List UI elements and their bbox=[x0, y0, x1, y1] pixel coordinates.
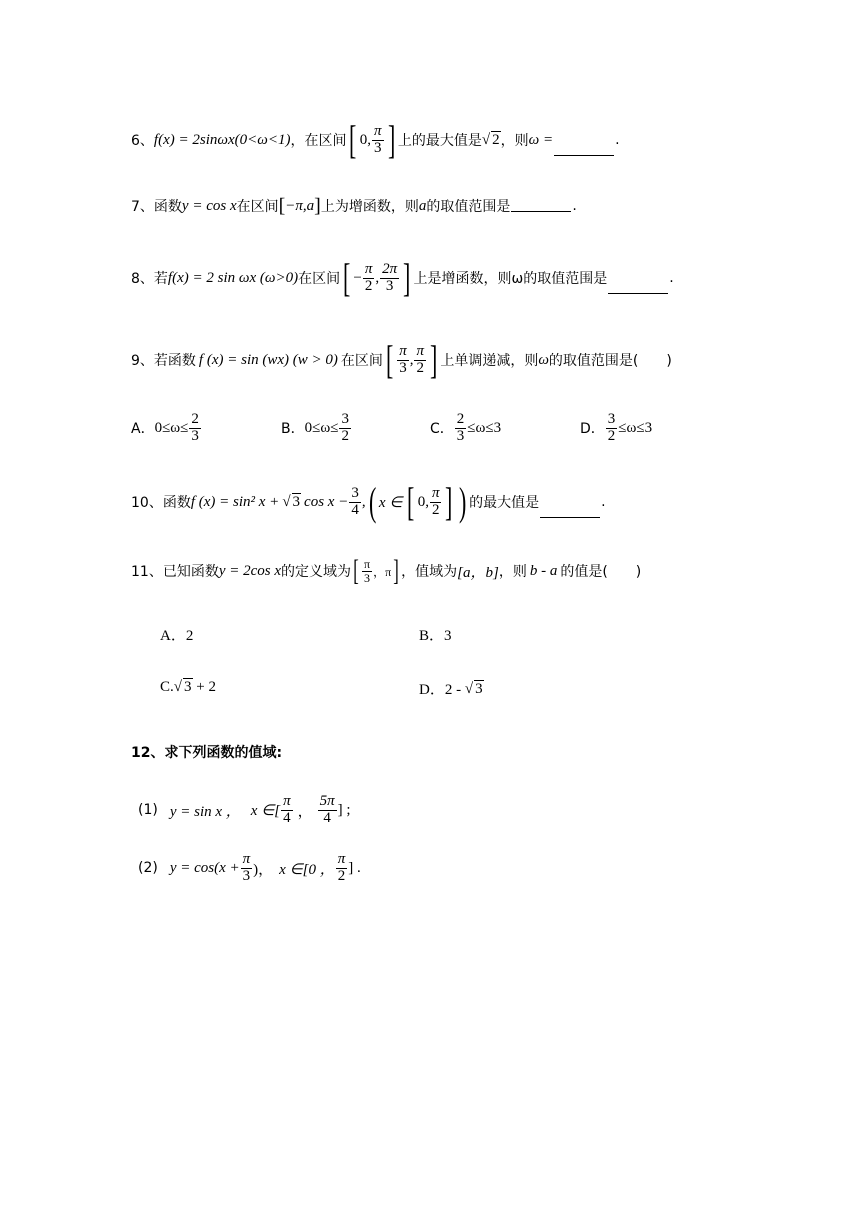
q7-text-4: 的取值范围是 bbox=[426, 199, 511, 215]
q8-function: f(x) = 2 sin ωx (ω>0) bbox=[167, 269, 299, 286]
q9-option-d-post: ≤ω≤3 bbox=[618, 419, 653, 436]
q6-right-bracket: ] bbox=[387, 117, 395, 162]
question-12-part-1 bbox=[138, 794, 351, 827]
q8-fraction-a: $\frac{\pi}{2}$ bbox=[364, 260, 373, 294]
q10-fraction: $\frac{3}{4}$ bbox=[351, 484, 359, 518]
q12-p1-sep: ， bbox=[297, 803, 313, 820]
q11-right-bracket: ] bbox=[393, 554, 399, 587]
q11-expression: b - a bbox=[529, 562, 558, 579]
q11-domain-rest: ，π bbox=[373, 564, 392, 579]
q10-end: . bbox=[601, 494, 606, 510]
q9-option-a-fraction: $\frac{2}{3}$ bbox=[191, 411, 199, 444]
q10-sqrt: √ 3 bbox=[282, 494, 301, 510]
q9-number: 9、若函数 bbox=[131, 353, 196, 369]
q11-option-a-label: A．2 bbox=[160, 628, 194, 644]
q12-p2-function-b: )， bbox=[253, 861, 274, 878]
q9-option-d-fraction: $\frac{3}{2}$ bbox=[607, 411, 616, 444]
q9-option-a-label: A． bbox=[131, 421, 155, 438]
q11-number: 11、已知函数 bbox=[131, 564, 219, 580]
q11-option-d-sqrt: √ 3 bbox=[464, 680, 483, 697]
q8-answer-blank[interactable] bbox=[608, 292, 668, 294]
q11-option-c-sqrt: √ 3 bbox=[173, 679, 192, 695]
q6-function: f(x) = 2sinωx(0<ω<1) bbox=[153, 131, 291, 148]
q7-answer-blank[interactable] bbox=[511, 210, 571, 212]
q6-left-bracket: [ bbox=[349, 117, 357, 162]
q6-omega: ω = bbox=[528, 131, 554, 148]
q8-left-bracket: [ bbox=[343, 255, 351, 300]
q12-p1-fraction-a: $\frac{\pi}{4}$ bbox=[283, 793, 291, 826]
q10-number: 10、函数 bbox=[131, 495, 191, 511]
q7-left-bracket: [ bbox=[278, 195, 286, 217]
q11-option-d[interactable] bbox=[419, 678, 484, 699]
q10-comma: , bbox=[361, 493, 366, 510]
q11-option-c-post: + 2 bbox=[192, 678, 216, 695]
q12-p1-end: ] ; bbox=[337, 801, 351, 818]
q10-interval-fraction: $\frac{\pi}{2}$ bbox=[431, 484, 440, 518]
q11-text-1: 的定义域为 bbox=[281, 564, 352, 580]
q11-text-2: ，值域为 bbox=[401, 564, 458, 580]
q11-function: y = 2cos x bbox=[218, 562, 282, 579]
q10-right-paren: ) bbox=[458, 479, 467, 524]
q11-option-a[interactable] bbox=[160, 624, 193, 645]
q9-option-a[interactable] bbox=[131, 412, 202, 445]
q11-range: [a，b] bbox=[457, 564, 499, 581]
q8-text-2: 上是增函数，则ω的取值范围是 bbox=[413, 271, 608, 287]
q10-left-paren: ( bbox=[368, 479, 376, 524]
q12-p1-x: x ∈[ bbox=[250, 802, 281, 819]
q7-variable: a bbox=[418, 197, 427, 214]
q12-p2-fraction: $\frac{\pi}{3}$ bbox=[242, 851, 251, 884]
q10-function-b: cos x − bbox=[304, 493, 349, 510]
question-12-part-2 bbox=[138, 852, 361, 885]
q9-text-3: 的取值范围是( ) bbox=[548, 353, 672, 369]
q7-number: 7、 bbox=[131, 199, 154, 215]
q8-number: 8、若 bbox=[131, 271, 168, 287]
q12-p1-label: (1) bbox=[138, 802, 158, 819]
q9-omega: ω bbox=[538, 351, 549, 368]
q10-function-a: f (x) = sin² x + bbox=[190, 493, 280, 510]
q9-comma: , bbox=[409, 351, 414, 368]
q8-fraction-b: $\frac{2\pi}{3}$ bbox=[382, 260, 398, 294]
q6-answer-blank[interactable] bbox=[554, 154, 614, 156]
q9-option-c-post: ≤ω≤3 bbox=[467, 419, 502, 436]
q9-fraction-b: $\frac{\pi}{2}$ bbox=[416, 342, 424, 376]
q12-p2-end: ] . bbox=[348, 859, 361, 876]
q7-text-1: 函数 bbox=[153, 199, 182, 215]
question-9 bbox=[131, 337, 672, 382]
q8-right-bracket: ] bbox=[403, 255, 411, 300]
q9-option-d-label: D． bbox=[580, 421, 605, 438]
q9-function: f (x) = sin (wx) (w > 0) bbox=[198, 351, 338, 368]
q12-p2-x: x ∈[0 ， bbox=[279, 861, 335, 878]
q6-text-2: 上的最大值是 bbox=[397, 133, 482, 149]
q12-p1-function: y = sin x ， bbox=[169, 803, 241, 820]
q9-option-d[interactable] bbox=[580, 412, 652, 445]
q9-text-1: 在区间 bbox=[340, 353, 383, 369]
q8-text-1: 在区间 bbox=[298, 271, 341, 287]
q9-option-b-fraction: $\frac{3}{2}$ bbox=[341, 411, 349, 444]
q11-left-bracket: [ bbox=[353, 554, 359, 587]
q7-interval: −π,a bbox=[285, 197, 315, 214]
q9-option-c-label: C． bbox=[430, 421, 454, 438]
q6-interval-fraction: $\frac{\pi}{3}$ bbox=[374, 122, 382, 156]
q12-p2-label: (2) bbox=[138, 860, 158, 877]
q12-p2-fraction-b: $\frac{\pi}{2}$ bbox=[337, 851, 346, 884]
question-10 bbox=[131, 479, 606, 524]
q12-title-text: 12、求下列函数的值域: bbox=[131, 745, 283, 761]
q9-right-bracket: ] bbox=[429, 337, 438, 382]
question-6 bbox=[131, 117, 620, 162]
q6-end: . bbox=[615, 132, 620, 148]
question-7 bbox=[131, 196, 577, 216]
q9-option-b-pre: 0≤ω≤ bbox=[304, 419, 339, 436]
q9-fraction-a: $\frac{\pi}{3}$ bbox=[399, 342, 407, 376]
q9-option-b[interactable] bbox=[281, 412, 352, 445]
question-8 bbox=[131, 255, 674, 300]
q6-text-1: ，在区间 bbox=[290, 133, 347, 149]
question-11 bbox=[131, 556, 641, 586]
q7-end: . bbox=[572, 198, 577, 214]
q10-interval-a: 0, bbox=[417, 493, 429, 510]
q12-p1-fraction-b: $\frac{5\pi}{4}$ bbox=[319, 793, 335, 826]
q11-option-c-label: C. bbox=[160, 678, 174, 695]
q7-function: y = cos x bbox=[181, 197, 237, 214]
q10-right-bracket: ] bbox=[445, 479, 453, 524]
q11-text-4: 的值是( ) bbox=[560, 564, 642, 580]
q11-option-b-label: B．3 bbox=[419, 628, 452, 644]
q9-option-a-pre: 0≤ω≤ bbox=[154, 419, 189, 436]
q7-right-bracket: ] bbox=[314, 195, 321, 217]
q9-option-c[interactable] bbox=[430, 412, 501, 445]
q9-text-2: 上单调递减，则 bbox=[440, 353, 539, 369]
q7-text-2: 在区间 bbox=[236, 199, 279, 215]
q11-option-b[interactable] bbox=[419, 624, 452, 645]
q6-text-3: ，则 bbox=[500, 133, 529, 149]
q10-x-in: x ∈ bbox=[378, 494, 403, 511]
q8-negative-sign: − bbox=[353, 269, 362, 286]
q11-domain-fraction: $\frac{\pi}{3}$ bbox=[364, 556, 371, 585]
q9-option-c-fraction: $\frac{2}{3}$ bbox=[456, 411, 465, 444]
q9-left-bracket: [ bbox=[385, 337, 394, 382]
q8-comma: , bbox=[375, 269, 380, 286]
question-12-title bbox=[131, 742, 282, 762]
q8-end: . bbox=[669, 270, 674, 286]
q7-text-3: 上为增函数，则 bbox=[320, 199, 419, 215]
q6-interval-a: 0, bbox=[359, 131, 372, 148]
q10-answer-blank[interactable] bbox=[540, 516, 600, 518]
q11-option-c[interactable] bbox=[160, 678, 216, 696]
q6-number: 6、 bbox=[131, 133, 154, 149]
q10-left-bracket: [ bbox=[407, 479, 415, 524]
q11-text-3: ，则 bbox=[498, 564, 527, 580]
q6-sqrt: √ 2 bbox=[481, 132, 500, 148]
q9-option-b-label: B． bbox=[281, 421, 305, 438]
q10-text-1: 的最大值是 bbox=[469, 495, 540, 511]
q12-p2-function-a: y = cos(x + bbox=[169, 859, 240, 876]
q11-option-d-label: D．2 - bbox=[419, 682, 465, 698]
